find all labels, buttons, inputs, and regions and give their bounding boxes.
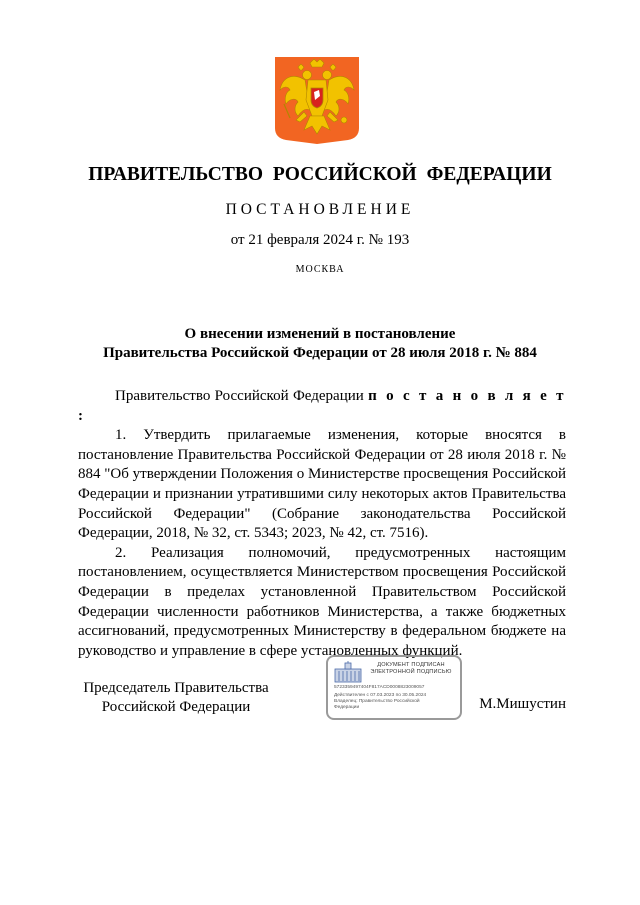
coat-of-arms-icon	[274, 56, 360, 144]
document-subject	[0, 325, 640, 363]
decree-item-2: 2. Реализация полномочий, предусмотренных настоящим постановлением, осуществляется Министерством просвещения Российской Федерации в пределах установленной Правительством Российской Федерации численности работников Министерства, а также бюджетных ассигнований, предусмотренных Министерству в федеральном бюджете на руководство и управление в сфере установленных функций.	[78, 544, 566, 659]
document-type: ПОСТАНОВЛЕНИЕ	[225, 201, 415, 218]
signer-role	[78, 679, 274, 717]
subject-line-1: О внесении изменений в постановление	[184, 326, 456, 342]
stamp-validity: Действителен с 07.03.2023 по 30.05.2024	[334, 693, 427, 698]
stamp-serial: 5723359497404F817ACD0008823009057	[334, 685, 425, 690]
stamp-owner-line-2: Федерации	[334, 705, 360, 710]
stamp-title-line-2: ЭЛЕКТРОННОЙ ПОДПИСЬЮ	[370, 669, 452, 675]
signer-name: М.Мишустин	[479, 696, 566, 712]
government-building-icon	[334, 661, 362, 683]
document-body	[78, 387, 566, 661]
document-date-number: от 21 февраля 2024 г. № 193	[230, 232, 410, 248]
signer-role-line-2: Российской Федерации	[101, 699, 251, 715]
stamp-title-line-1: ДОКУМЕНТ ПОДПИСАН	[377, 662, 445, 668]
decree-intro	[78, 387, 566, 426]
decree-word: п о с т а н о в л я е т :	[78, 388, 567, 424]
signer-role-line-1: Председатель Правительства	[83, 680, 269, 696]
decree-intro-text: Правительство Российской Федерации	[115, 388, 364, 404]
stamp-owner-line-1: Владелец: Правительство Российской	[334, 699, 420, 704]
electronic-signature-stamp	[326, 655, 462, 720]
stamp-title	[362, 662, 460, 676]
government-title: ПРАВИТЕЛЬСТВО РОССИЙСКОЙ ФЕДЕРАЦИИ	[88, 164, 552, 185]
subject-line-2: Правительства Российской Федерации от 28 июля 2018 г. № 884	[103, 345, 537, 361]
document-city: МОСКВА	[295, 264, 345, 275]
decree-item-1: 1. Утвердить прилагаемые изменения, которые вносятся в постановление Правительства Российской Федерации от 28 июля 2018 г. № 884 "Об утверждении Положения о Министерстве просвещения Российской Федерации и признании утратившими силу некоторых актов Правительства Российской Федерации" (Собрание законодательства Российской Федерации, 2018, № 32, ст. 5343; 2023, № 42, ст. 7516).	[78, 427, 566, 542]
coat-of-arms-emblem	[274, 56, 360, 144]
